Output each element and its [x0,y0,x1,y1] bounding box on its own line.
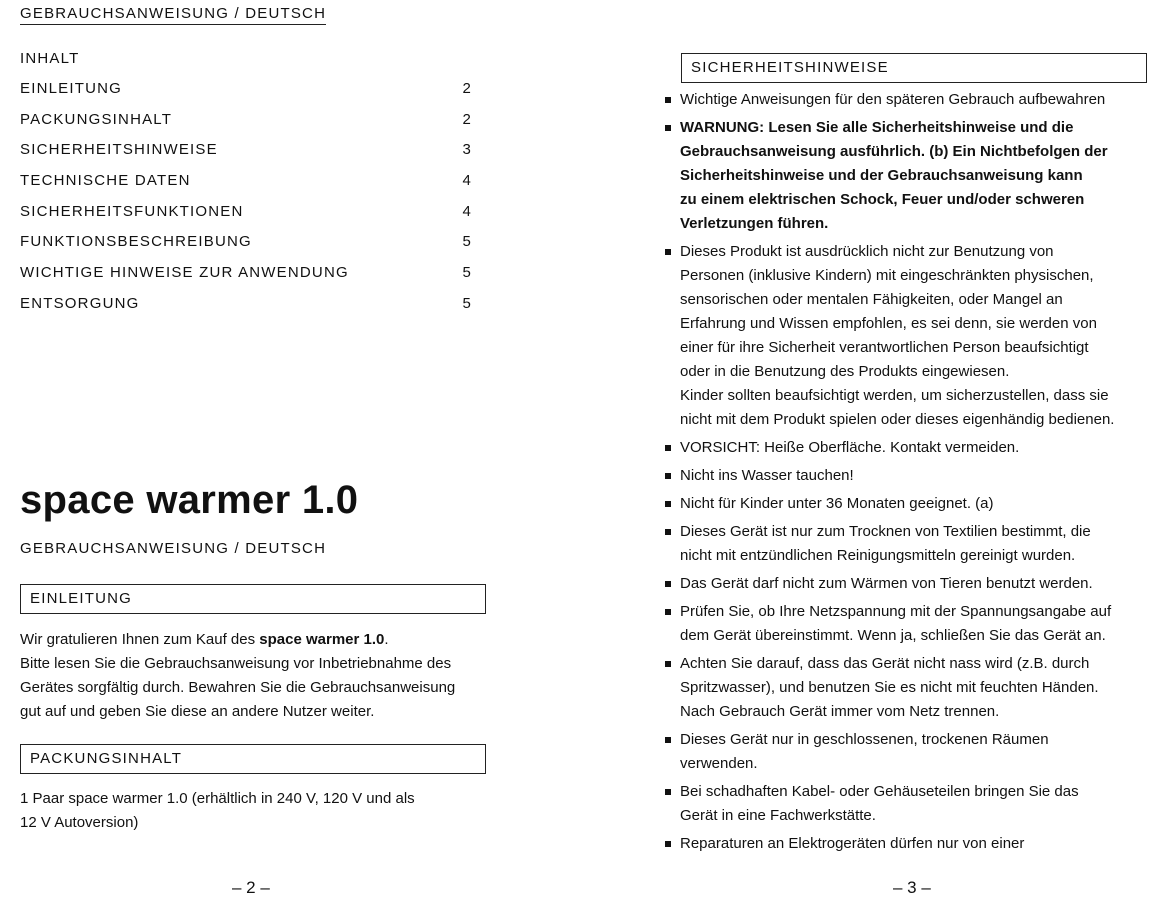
safety-item-line: VORSICHT: Heiße Oberfläche. Kontakt vermeiden. [680,439,1020,456]
safety-item [680,600,1150,648]
toc-entry-label: ENTSORGUNG [20,294,140,312]
safety-item-line: Achten Sie darauf, dass das Gerät nicht nass wird (z.B. durch [680,655,1090,672]
safety-item-line: nicht mit entzündlichen Reinigungsmitteln gereinigt wurden. [680,547,1076,564]
toc-entry-page: 2 [462,80,472,97]
toc-entry-page: 5 [462,233,472,251]
safety-item-line: Das Gerät darf nicht zum Wärmen von Tieren benutzt werden. [680,575,1093,592]
safety-item-line: WARNUNG: Lesen Sie alle Sicherheitshinweise und die [680,119,1074,136]
section-heading-packungsinhalt: PACKUNGSINHALT [20,744,486,774]
safety-item-line: Kinder sollten beaufsichtigt werden, um sicherzustellen, dass sie [680,387,1109,404]
safety-item-line: verwenden. [680,755,758,772]
toc-entry-label: TECHNISCHE DATEN [20,172,191,190]
page-number-right: – 3 – [893,878,931,897]
intro-lead-end: . [384,631,389,648]
safety-item [680,832,1150,856]
section-heading-einleitung: EINLEITUNG [20,584,486,614]
safety-item [680,520,1150,568]
running-header: GEBRAUCHSANWEISUNG / DEUTSCH [20,5,326,25]
safety-item-line: Erfahrung und Wissen empfohlen, es sei denn, sie werden von [680,315,1097,332]
safety-item [680,116,1150,236]
toc-entry [20,295,472,326]
safety-item [680,240,1150,432]
safety-item-line: Nicht für Kinder unter 36 Monaten geeignet. (a) [680,495,994,512]
toc-entry-label: EINLEITUNG [20,80,123,97]
package-line: 1 Paar space warmer 1.0 (erhältlich in 240 V, 120 V und als [20,790,415,807]
safety-item-line: Dieses Produkt ist ausdrücklich nicht zur Benutzung von [680,243,1054,260]
safety-item [680,728,1150,776]
intro-lead: Wir gratulieren Ihnen zum Kauf des [20,631,260,648]
toc-entry-page: 4 [462,202,472,220]
right-page [580,0,1163,910]
safety-item-line: Nach Gebrauch Gerät immer vom Netz trennen. [680,703,1000,720]
toc-entry-page: 4 [462,172,472,190]
safety-item-line: Sicherheitshinweise und der Gebrauchsanweisung kann [680,167,1083,184]
safety-item-line: Nicht ins Wasser tauchen! [680,467,854,484]
safety-item [680,88,1150,112]
toc-entry-label: PACKUNGSINHALT [20,110,173,128]
toc-entry-page: 5 [462,294,472,312]
intro-text [20,628,490,724]
safety-item-line: nicht mit dem Produkt spielen oder dieses eigenhändig bedienen. [680,411,1115,428]
left-page [0,0,560,910]
safety-item-line: Spritzwasser), und benutzen Sie es nicht mit feuchten Händen. [680,679,1099,696]
safety-item-line: sensorischen oder mentalen Fähigkeiten, oder Mangel an [680,291,1063,308]
safety-item [680,464,1150,488]
toc-entry-page: 3 [462,141,472,159]
intro-line: Bitte lesen Sie die Gebrauchsanweisung vor Inbetriebnahme des [20,655,452,672]
intro-product-name: space warmer 1.0 [259,631,385,648]
intro-line: gut auf und geben Sie diese an andere Nutzer weiter. [20,703,375,720]
toc-entry-label: WICHTIGE HINWEISE ZUR ANWENDUNG [20,264,349,282]
package-text [20,787,490,835]
safety-item [680,436,1150,460]
toc-entry-label: SICHERHEITSHINWEISE [20,141,218,159]
toc-entry [20,141,472,172]
toc-entry-page: 5 [462,264,472,282]
toc-entry [20,203,472,234]
toc-entry [20,264,472,295]
safety-list [680,88,1150,860]
toc-title: INHALT [20,50,80,67]
toc-entry [20,172,472,203]
toc-entry [20,233,472,264]
safety-item-line: einer für ihre Sicherheit verantwortlichen Person beaufsichtigt [680,339,1089,356]
table-of-contents [20,80,472,326]
toc-entry-page: 2 [462,110,472,128]
product-subtitle: GEBRAUCHSANWEISUNG / DEUTSCH [20,540,327,557]
safety-item [680,652,1150,724]
safety-item [680,780,1150,828]
safety-item-line: Gerät in eine Fachwerkstätte. [680,807,876,824]
toc-entry-label: FUNKTIONSBESCHREIBUNG [20,233,252,251]
safety-item-line: Personen (inklusive Kindern) mit eingeschränkten physischen, [680,267,1094,284]
safety-item-line: Dieses Gerät ist nur zum Trocknen von Textilien bestimmt, die [680,523,1091,540]
safety-item-line: Bei schadhaften Kabel- oder Gehäuseteilen bringen Sie das [680,783,1079,800]
toc-entry [20,80,472,111]
toc-entry [20,111,472,142]
safety-item-line: Wichtige Anweisungen für den späteren Gebrauch aufbewahren [680,91,1106,108]
safety-item-line: Verletzungen führen. [680,215,829,232]
safety-item [680,492,1150,516]
product-title: space warmer 1.0 [20,478,359,522]
safety-item-line: oder in die Benutzung des Produkts eingewiesen. [680,363,1010,380]
safety-item-line: dem Gerät übereinstimmt. Wenn ja, schließen Sie das Gerät an. [680,627,1106,644]
safety-item [680,572,1150,596]
safety-item-line: Reparaturen an Elektrogeräten dürfen nur von einer [680,835,1025,852]
safety-item-line: Gebrauchsanweisung ausführlich. (b) Ein Nichtbefolgen der [680,143,1108,160]
safety-item-line: zu einem elektrischen Schock, Feuer und/oder schweren [680,191,1085,208]
package-line: 12 V Autoversion) [20,814,139,831]
page-number-left: – 2 – [232,878,270,897]
safety-item-line: Dieses Gerät nur in geschlossenen, trockenen Räumen [680,731,1049,748]
safety-item-line: Prüfen Sie, ob Ihre Netzspannung mit der Spannungsangabe auf [680,603,1112,620]
toc-entry-label: SICHERHEITSFUNKTIONEN [20,202,244,220]
section-heading-sicherheitshinweise: SICHERHEITSHINWEISE [681,53,1147,83]
intro-line: Gerätes sorgfältig durch. Bewahren Sie die Gebrauchsanweisung [20,679,456,696]
